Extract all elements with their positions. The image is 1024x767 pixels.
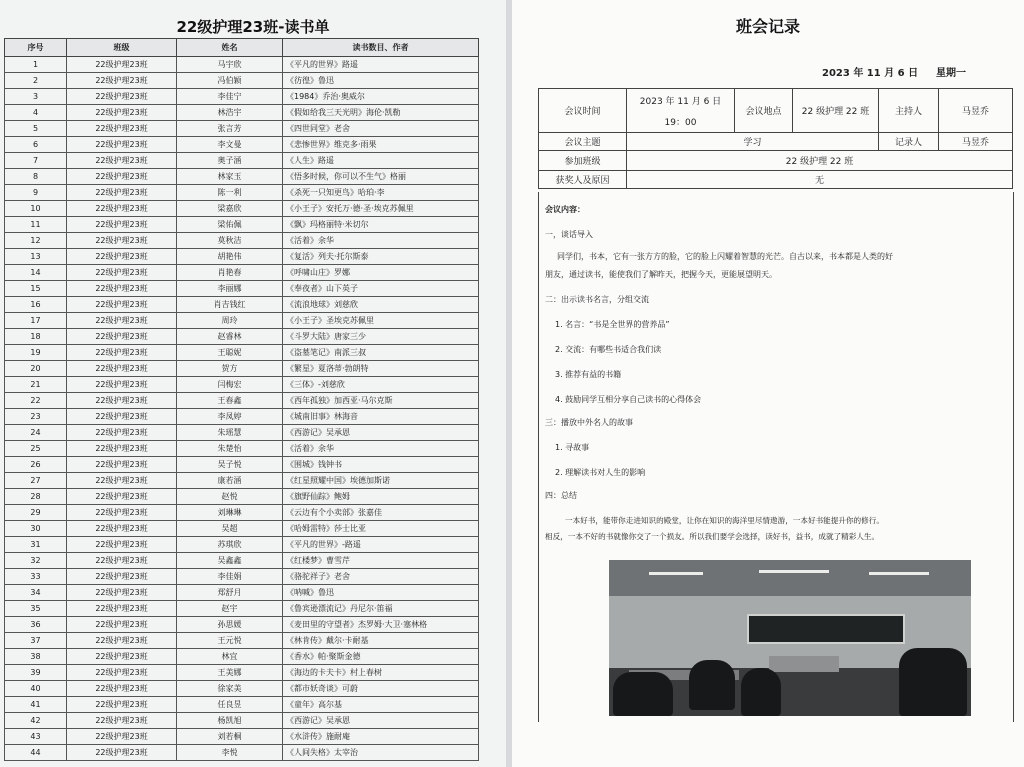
row-book: 《1984》乔治·奥威尔 (283, 89, 479, 105)
row-class: 22级护理23班 (67, 489, 177, 505)
row-class: 22级护理23班 (67, 281, 177, 297)
row-book: 《杀死一只知更鸟》哈珀·李 (283, 185, 479, 201)
table-row (5, 489, 479, 505)
meeting-content (538, 192, 1014, 722)
row-index: 34 (5, 585, 67, 601)
section-3-heading: 三：播放中外名人的故事 (545, 418, 633, 427)
row-book: 《活着》余华 (283, 233, 479, 249)
row-index: 35 (5, 601, 67, 617)
table-row (5, 745, 479, 761)
photo-ceiling (609, 560, 971, 596)
table-row (5, 729, 479, 745)
record-date: 2023 年 11 月 6 日 (822, 68, 919, 79)
table-row (5, 153, 479, 169)
row-book: 《平凡的世界》-路遥 (283, 537, 479, 553)
row-book: 《西游记》吴承恩 (283, 425, 479, 441)
table-row (5, 585, 479, 601)
row-class: 22级护理23班 (67, 265, 177, 281)
table-row (5, 89, 479, 105)
row-book: 《红星照耀中国》埃德加斯诺 (283, 473, 479, 489)
row-name: 张言芳 (177, 121, 283, 137)
row-book: 《奉夜者》山下英子 (283, 281, 479, 297)
table-row (5, 73, 479, 89)
row-index: 32 (5, 553, 67, 569)
table-row (5, 473, 479, 489)
row-name: 苏琪欣 (177, 537, 283, 553)
row-index: 23 (5, 409, 67, 425)
row-name: 王聪妮 (177, 345, 283, 361)
row-class: 22级护理23班 (67, 601, 177, 617)
row-index: 13 (5, 249, 67, 265)
row-class: 22级护理23班 (67, 505, 177, 521)
row-class: 22级护理23班 (67, 329, 177, 345)
row-name: 李丽娜 (177, 281, 283, 297)
row-class: 22级护理23班 (67, 745, 177, 761)
row-index: 39 (5, 665, 67, 681)
row-class: 22级护理23班 (67, 89, 177, 105)
row-class: 22级护理23班 (67, 633, 177, 649)
place-value: 22 级护理 22 班 (793, 89, 879, 133)
row-book: 《三体》-刘慈欣 (283, 377, 479, 393)
row-class: 22级护理23班 (67, 233, 177, 249)
row-book: 《四世同堂》老舍 (283, 121, 479, 137)
photo-student (741, 668, 781, 716)
row-index: 21 (5, 377, 67, 393)
class-value: 22 级护理 22 班 (627, 151, 1013, 171)
meeting-info-table (538, 88, 1013, 189)
row-book: 《西年孤独》加西亚·马尔克斯 (283, 393, 479, 409)
row-name: 李佳宁 (177, 89, 283, 105)
photo-ceiling-light (649, 572, 703, 575)
table-row (5, 57, 479, 73)
row-book: 《鲁宾逊漂流记》丹尼尔·笛福 (283, 601, 479, 617)
row-name: 林家玉 (177, 169, 283, 185)
row-class: 22级护理23班 (67, 217, 177, 233)
row-index: 15 (5, 281, 67, 297)
row-index: 22 (5, 393, 67, 409)
row-book: 《麦田里的守望者》杰罗姆·大卫·塞林格 (283, 617, 479, 633)
row-name: 闫梅宏 (177, 377, 283, 393)
row-index: 43 (5, 729, 67, 745)
reading-list-title: 22级护理23班-读书单 (176, 18, 330, 36)
row-index: 14 (5, 265, 67, 281)
row-name: 任良昱 (177, 697, 283, 713)
section-1-para-line-2: 朋友，通过读书，能使我们了解昨天，把握今天，更能展望明天。 (545, 270, 777, 279)
row-class: 22级护理23班 (67, 585, 177, 601)
row-index: 24 (5, 425, 67, 441)
host-label: 主持人 (879, 89, 939, 133)
table-row (5, 425, 479, 441)
row-index: 19 (5, 345, 67, 361)
row-name: 康若涵 (177, 473, 283, 489)
photo-blackboard (747, 614, 905, 644)
table-row (5, 633, 479, 649)
row-index: 20 (5, 361, 67, 377)
row-index: 27 (5, 473, 67, 489)
row-class: 22级护理23班 (67, 73, 177, 89)
section-2-item-4: 4. 鼓励同学互相分享自己读书的心得体会 (555, 395, 702, 404)
row-name: 刘琳琳 (177, 505, 283, 521)
row-index: 40 (5, 681, 67, 697)
table-row (5, 441, 479, 457)
row-name: 赵睿林 (177, 329, 283, 345)
row-name: 刘若桐 (177, 729, 283, 745)
table-row (5, 361, 479, 377)
row-class: 22级护理23班 (67, 393, 177, 409)
row-name: 贺方 (177, 361, 283, 377)
row-name: 徐家美 (177, 681, 283, 697)
row-class: 22级护理23班 (67, 457, 177, 473)
topic-label: 会议主题 (539, 133, 627, 151)
row-name: 吴子悦 (177, 457, 283, 473)
row-class: 22级护理23班 (67, 617, 177, 633)
row-class: 22级护理23班 (67, 57, 177, 73)
row-name: 梁佑佩 (177, 217, 283, 233)
row-class: 22级护理23班 (67, 681, 177, 697)
row-book: 《海边的卡夫卡》村上春树 (283, 665, 479, 681)
row-book: 《人间失格》太宰治 (283, 745, 479, 761)
row-class: 22级护理23班 (67, 345, 177, 361)
section-4-para-line-2: 相反，一本不好的书就像你交了一个损友。所以我们要学会选择，读好书，益书，成就了精彩人生。 (545, 532, 880, 541)
photo-desk (769, 656, 839, 672)
row-class: 22级护理23班 (67, 185, 177, 201)
row-class: 22级护理23班 (67, 409, 177, 425)
row-class: 22级护理23班 (67, 537, 177, 553)
recorder-value: 马昱乔 (939, 133, 1013, 151)
row-name: 赵宇 (177, 601, 283, 617)
meeting-record-sheet (512, 0, 1024, 767)
table-row (5, 457, 479, 473)
section-4-heading: 四：总结 (545, 491, 577, 500)
row-index: 44 (5, 745, 67, 761)
section-1-para-line-1: 同学们，书本，它有一张方方的脸，它的脸上闪耀着智慧的光芒。自古以来，书本都是人类的好 (557, 252, 893, 261)
row-name: 肖艳春 (177, 265, 283, 281)
row-name: 吴鑫鑫 (177, 553, 283, 569)
row-class: 22级护理23班 (67, 153, 177, 169)
content-heading: 会议内容： (545, 205, 585, 214)
reading-list-header-row (5, 39, 479, 57)
photo-student (689, 660, 735, 710)
row-name: 陈一利 (177, 185, 283, 201)
row-name: 李文曼 (177, 137, 283, 153)
section-4-para-line-1: 一本好书，能带你走进知识的殿堂，让你在知识的海洋里尽情遨游，一本好书能提升你的修行。 (565, 516, 884, 525)
row-class: 22级护理23班 (67, 377, 177, 393)
row-index: 41 (5, 697, 67, 713)
meeting-record-title: 班会记录 (735, 17, 800, 36)
table-row (5, 649, 479, 665)
table-row (5, 313, 479, 329)
header-index: 序号 (5, 39, 67, 57)
table-row (5, 217, 479, 233)
row-name: 梁嘉欣 (177, 201, 283, 217)
table-row (5, 409, 479, 425)
row-book: 《流浪地球》刘慈欣 (283, 297, 479, 313)
row-index: 29 (5, 505, 67, 521)
row-name: 林浩宇 (177, 105, 283, 121)
class-label: 参加班级 (539, 151, 627, 171)
row-name: 李凤婷 (177, 409, 283, 425)
row-index: 9 (5, 185, 67, 201)
row-name: 林宜 (177, 649, 283, 665)
row-book: 《活着》余华 (283, 441, 479, 457)
table-row (5, 297, 479, 313)
time-label: 会议时间 (539, 89, 627, 133)
row-name: 周玲 (177, 313, 283, 329)
row-name: 朱瑶慧 (177, 425, 283, 441)
photo-ceiling-light (759, 570, 829, 573)
table-row (5, 169, 479, 185)
row-class: 22级护理23班 (67, 473, 177, 489)
row-book: 《呼啸山庄》罗娜 (283, 265, 479, 281)
row-book: 《飘》玛格丽特·米切尔 (283, 217, 479, 233)
row-book: 《云边有个小卖部》张嘉佳 (283, 505, 479, 521)
table-row (5, 617, 479, 633)
row-class: 22级护理23班 (67, 313, 177, 329)
row-index: 10 (5, 201, 67, 217)
row-index: 3 (5, 89, 67, 105)
row-index: 38 (5, 649, 67, 665)
row-name: 马宇欣 (177, 57, 283, 73)
row-book: 《骆驼祥子》老舍 (283, 569, 479, 585)
table-row (5, 201, 479, 217)
table-row (5, 681, 479, 697)
row-class: 22级护理23班 (67, 569, 177, 585)
row-name: 赵悦 (177, 489, 283, 505)
photo-student (899, 648, 967, 716)
table-row (5, 345, 479, 361)
recorder-label: 记录人 (879, 133, 939, 151)
row-index: 31 (5, 537, 67, 553)
row-book: 《悲惨世界》维克多·雨果 (283, 137, 479, 153)
row-index: 16 (5, 297, 67, 313)
row-class: 22级护理23班 (67, 425, 177, 441)
time-value-date: 2023 年 11 月 6 日 (639, 96, 722, 107)
row-index: 11 (5, 217, 67, 233)
row-name: 郑舒月 (177, 585, 283, 601)
section-2-item-1: 1. 名言：“书是全世界的营养品” (555, 320, 670, 329)
row-name: 王美娜 (177, 665, 283, 681)
row-class: 22级护理23班 (67, 729, 177, 745)
award-label: 获奖人及原因 (539, 171, 627, 189)
reading-list-table (4, 38, 479, 761)
table-row (5, 329, 479, 345)
table-row (5, 521, 479, 537)
row-index: 37 (5, 633, 67, 649)
row-index: 7 (5, 153, 67, 169)
row-class: 22级护理23班 (67, 521, 177, 537)
row-name: 杨凯旭 (177, 713, 283, 729)
row-index: 1 (5, 57, 67, 73)
row-index: 2 (5, 73, 67, 89)
row-class: 22级护理23班 (67, 105, 177, 121)
table-row (5, 393, 479, 409)
row-index: 5 (5, 121, 67, 137)
row-book: 《悟多时候，你可以不生气》格丽 (283, 169, 479, 185)
row-index: 28 (5, 489, 67, 505)
row-book: 《围城》钱钟书 (283, 457, 479, 473)
row-name: 冯伯颖 (177, 73, 283, 89)
row-book: 《呐喊》鲁迅 (283, 585, 479, 601)
row-book: 《红楼梦》曹雪芹 (283, 553, 479, 569)
row-index: 4 (5, 105, 67, 121)
row-name: 王春鑫 (177, 393, 283, 409)
row-name: 奥子涵 (177, 153, 283, 169)
table-row (5, 233, 479, 249)
row-book: 《旗野仙踪》鲍姆 (283, 489, 479, 505)
row-book: 《盗墓笔记》南派三叔 (283, 345, 479, 361)
row-name: 莫秋洁 (177, 233, 283, 249)
header-name: 姓名 (177, 39, 283, 57)
section-2-item-2: 2. 交流：有哪些书适合我们读 (555, 345, 662, 354)
row-class: 22级护理23班 (67, 137, 177, 153)
row-name: 吴超 (177, 521, 283, 537)
row-book: 《假如给我三天光明》海伦·凯勒 (283, 105, 479, 121)
award-value: 无 (627, 171, 1013, 189)
table-row (5, 569, 479, 585)
section-3-item-1: 1. 寻故事 (555, 443, 590, 452)
row-index: 42 (5, 713, 67, 729)
row-index: 26 (5, 457, 67, 473)
photo-ceiling-light (869, 572, 929, 575)
time-value-clock: 19：00 (664, 117, 697, 128)
row-name: 肖吉钱红 (177, 297, 283, 313)
host-value: 马昱乔 (939, 89, 1013, 133)
row-name: 胡艳伟 (177, 249, 283, 265)
row-index: 12 (5, 233, 67, 249)
row-book: 《林肯传》戴尔·卡耐基 (283, 633, 479, 649)
row-book: 《斗罗大陆》唐家三少 (283, 329, 479, 345)
row-index: 17 (5, 313, 67, 329)
row-class: 22级护理23班 (67, 297, 177, 313)
table-row (5, 249, 479, 265)
row-name: 孙思媛 (177, 617, 283, 633)
row-book: 《复活》列夫·托尔斯泰 (283, 249, 479, 265)
photo-student (613, 672, 673, 716)
section-2-item-3: 3. 推荐有益的书籍 (555, 370, 622, 379)
row-class: 22级护理23班 (67, 169, 177, 185)
row-name: 李佳娟 (177, 569, 283, 585)
row-index: 25 (5, 441, 67, 457)
row-book: 《童年》高尔基 (283, 697, 479, 713)
table-row (5, 505, 479, 521)
table-row (5, 713, 479, 729)
row-book: 《西游记》吴承恩 (283, 713, 479, 729)
reading-list-body (5, 57, 479, 761)
table-row (5, 265, 479, 281)
topic-value: 学习 (627, 133, 879, 151)
row-index: 33 (5, 569, 67, 585)
row-book: 《香水》帕·聚斯金德 (283, 649, 479, 665)
table-row (5, 377, 479, 393)
table-row (5, 281, 479, 297)
row-class: 22级护理23班 (67, 249, 177, 265)
header-class: 班级 (67, 39, 177, 57)
table-row (5, 105, 479, 121)
table-row (5, 601, 479, 617)
row-book: 《城南旧事》林海音 (283, 409, 479, 425)
row-class: 22级护理23班 (67, 553, 177, 569)
row-index: 30 (5, 521, 67, 537)
row-class: 22级护理23班 (67, 121, 177, 137)
section-3-item-2: 2. 理解读书对人生的影响 (555, 468, 646, 477)
row-book: 《繁星》夏洛蒂·勃朗特 (283, 361, 479, 377)
row-index: 18 (5, 329, 67, 345)
row-book: 《都市妖奇谈》可蔚 (283, 681, 479, 697)
section-1-heading: 一，谈话导入 (545, 230, 593, 239)
row-class: 22级护理23班 (67, 201, 177, 217)
row-class: 22级护理23班 (67, 713, 177, 729)
row-book: 《彷徨》鲁迅 (283, 73, 479, 89)
table-row (5, 121, 479, 137)
row-class: 22级护理23班 (67, 697, 177, 713)
place-label: 会议地点 (735, 89, 793, 133)
row-book: 《小王子》安托万·德·圣·埃克苏佩里 (283, 201, 479, 217)
table-row (5, 553, 479, 569)
row-index: 6 (5, 137, 67, 153)
header-book: 读书数目、作者 (283, 39, 479, 57)
row-book: 《哈姆雷特》莎士比亚 (283, 521, 479, 537)
row-class: 22级护理23班 (67, 441, 177, 457)
row-class: 22级护理23班 (67, 649, 177, 665)
table-row (5, 697, 479, 713)
table-row (5, 137, 479, 153)
time-value (627, 89, 735, 133)
row-index: 8 (5, 169, 67, 185)
row-book: 《水浒传》施耐庵 (283, 729, 479, 745)
row-book: 《小王子》圣埃克苏佩里 (283, 313, 479, 329)
record-weekday: 星期一 (936, 68, 966, 79)
row-book: 《人生》路遥 (283, 153, 479, 169)
table-row (5, 537, 479, 553)
row-index: 36 (5, 617, 67, 633)
row-name: 朱楚怡 (177, 441, 283, 457)
table-row (5, 665, 479, 681)
reading-list-sheet (0, 0, 506, 767)
row-class: 22级护理23班 (67, 361, 177, 377)
table-row (5, 185, 479, 201)
section-2-heading: 二：出示读书名言，分组交流 (545, 295, 649, 304)
row-name: 李悦 (177, 745, 283, 761)
row-book: 《平凡的世界》路遥 (283, 57, 479, 73)
classroom-photo (609, 560, 971, 716)
row-class: 22级护理23班 (67, 665, 177, 681)
row-name: 王元悦 (177, 633, 283, 649)
